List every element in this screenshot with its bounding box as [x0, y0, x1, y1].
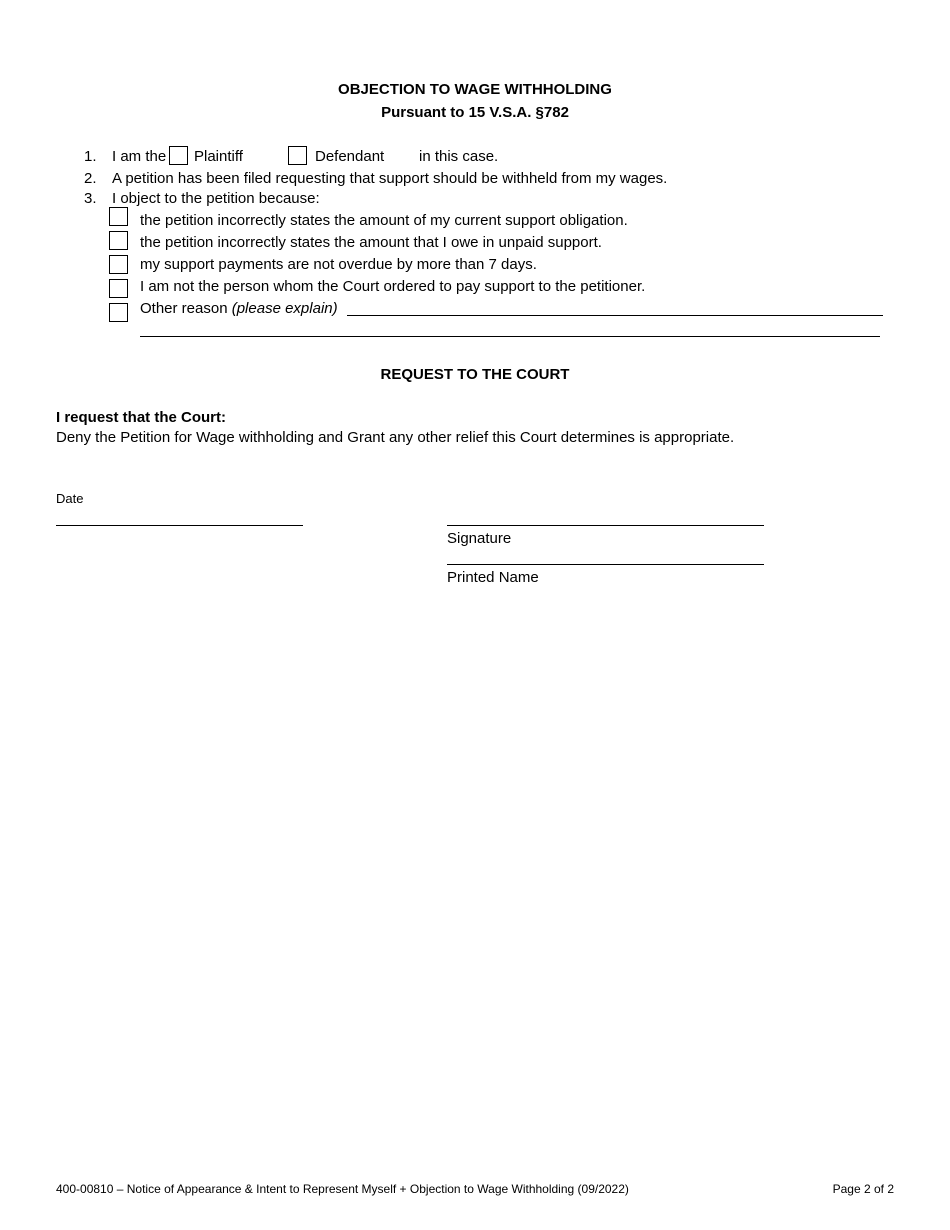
defendant-checkbox[interactable]	[288, 146, 307, 165]
request-heading: REQUEST TO THE COURT	[380, 366, 570, 383]
item-1-prefix: I am the	[112, 148, 167, 165]
reason-1-checkbox[interactable]	[109, 207, 128, 226]
signature-line[interactable]	[447, 525, 764, 526]
form-title: OBJECTION TO WAGE WITHHOLDING	[338, 81, 612, 98]
item-3-number: 3.	[84, 190, 97, 207]
item-2-number: 2.	[84, 170, 97, 187]
printed-name-label: Printed Name	[447, 569, 539, 586]
item-3-text: I object to the petition because:	[112, 190, 320, 207]
reason-3-label: my support payments are not overdue by more than 7 days.	[140, 256, 537, 273]
defendant-label: Defendant	[315, 148, 385, 165]
printed-name-line[interactable]	[447, 564, 764, 565]
reason-4-checkbox[interactable]	[109, 279, 128, 298]
plaintiff-label: Plaintiff	[194, 148, 243, 165]
other-reason-checkbox[interactable]	[109, 303, 128, 322]
date-label: Date	[56, 491, 84, 506]
other-reason-hint: (please explain)	[231, 300, 338, 317]
form-subtitle: Pursuant to 15 V.S.A. §782	[381, 104, 569, 121]
other-reason-line-2[interactable]	[140, 336, 880, 337]
request-lead: I request that the Court:	[56, 409, 227, 426]
other-reason-text: Other reason	[140, 300, 228, 317]
date-line[interactable]	[56, 525, 303, 526]
footer-page-number: Page 2 of 2	[832, 1182, 894, 1196]
item-1-number: 1.	[84, 148, 97, 165]
item-1-suffix: in this case.	[419, 148, 499, 165]
footer-form-id: 400-00810 – Notice of Appearance & Intent to Represent Myself + Objection to Wage Withholding (09/2022)	[56, 1182, 629, 1196]
reason-2-label: the petition incorrectly states the amount that I owe in unpaid support.	[140, 234, 602, 251]
other-reason-label	[140, 300, 338, 317]
reason-3-checkbox[interactable]	[109, 255, 128, 274]
other-reason-line-1[interactable]	[347, 315, 883, 316]
signature-label: Signature	[447, 530, 512, 547]
request-body: Deny the Petition for Wage withholding and Grant any other relief this Court determines is appropriate.	[56, 429, 735, 446]
reason-1-label: the petition incorrectly states the amount of my current support obligation.	[140, 212, 628, 229]
item-2-text: A petition has been filed requesting that support should be withheld from my wages.	[112, 170, 668, 187]
reason-2-checkbox[interactable]	[109, 231, 128, 250]
reason-4-label: I am not the person whom the Court ordered to pay support to the petitioner.	[140, 278, 646, 295]
plaintiff-checkbox[interactable]	[169, 146, 188, 165]
